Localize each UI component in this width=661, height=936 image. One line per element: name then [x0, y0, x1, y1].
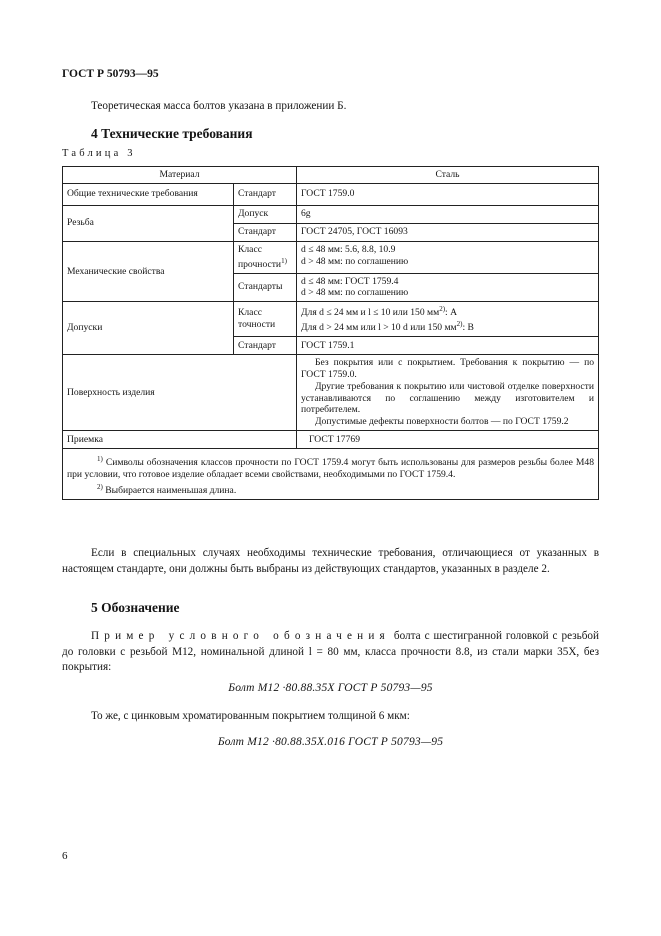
table-label: Таблица 3	[62, 148, 136, 159]
row-mech-sub2: Стандарты	[234, 273, 297, 302]
page-number: 6	[62, 850, 68, 862]
designation-formula-1: Болт М12 ·80.88.35Х ГОСТ Р 50793—95	[228, 682, 433, 694]
special-requirements-paragraph: Если в специальных случаях необходимы технические требования, отличающиеся от указанных в настоящем стандарте, они должны быть выбраны из действующих стандартов, указанных в разделе 2.	[62, 547, 599, 575]
table-row	[63, 205, 599, 223]
table-row	[63, 183, 599, 205]
header-material: Материал	[63, 167, 297, 184]
requirements-table	[62, 166, 599, 500]
row-acceptance-value: ГОСТ 17769	[297, 430, 599, 448]
header-steel: Сталь	[297, 167, 599, 184]
table-row	[63, 430, 599, 448]
row-general-label: Общие технические требования	[63, 183, 234, 205]
table-row	[63, 355, 599, 431]
row-general-sub: Стандарт	[234, 183, 297, 205]
row-thread-val1: 6g	[297, 205, 599, 223]
row-mech-val2: d ≤ 48 мм: ГОСТ 1759.4 d > 48 мм: по соглашению	[297, 273, 599, 302]
designation-formula-2: Болт М12 ·80.88.35Х.016 ГОСТ Р 50793—95	[217, 736, 444, 748]
coating-paragraph: То же, с цинковым хроматированным покрытием толщиной 6 мкм:	[91, 710, 410, 722]
row-thread-sub2: Стандарт	[234, 223, 297, 241]
section-5-title: 5 Обозначение	[91, 600, 180, 615]
row-tol-val2: ГОСТ 1759.1	[297, 337, 599, 355]
row-surface-value: Без покрытия или с покрытием. Требования к покрытию — по ГОСТ 1759.0. Другие требования к покрытию или чистовой отделке поверхности устанавливаются по соглашению между изготовителем и потребителем. Допустимые дефекты поверхности болтов — по ГОСТ 1759.2	[297, 355, 599, 431]
row-tol-sub1: Класс точности	[234, 302, 297, 337]
row-surface-label: Поверхность изделия	[63, 355, 297, 431]
row-general-value: ГОСТ 1759.0	[297, 183, 599, 205]
row-mech-label: Механические свойства	[63, 241, 234, 301]
section-4-title: 4 Технические требования	[91, 126, 253, 141]
row-thread-val2: ГОСТ 24705, ГОСТ 16093	[297, 223, 599, 241]
document-header: ГОСТ Р 50793—95	[62, 68, 159, 80]
footnote-2: Выбирается наименьшая длина.	[105, 485, 237, 497]
footnotes-cell: $^{1)}$ Символы обозначения классов прочности по ГОСТ 1759.4 могут быть использованы для размеров резьбы более М48 при условии, что готовое изделие обладает всеми свойствами, необходимыми по ГОСТ 1759.4. $^{2)}$ Выбирается наименьшая длина.	[63, 448, 599, 499]
row-thread-sub1: Допуск	[234, 205, 297, 223]
table-header-row	[63, 167, 599, 184]
table-footnotes	[63, 448, 599, 499]
intro-paragraph: Теоретическая масса болтов указана в приложении Б.	[91, 100, 347, 112]
row-mech-val1: d ≤ 48 мм: 5.6, 8.8, 10.9 d > 48 мм: по соглашению	[297, 241, 599, 273]
example-paragraph	[62, 629, 599, 676]
example-text: болта с шестигранной головкой с резьбой до головки с резьбой М12, номинальной длиной l = 80 мм, класса прочности 8.8, из стали марки 35Х, без покрытия:	[62, 630, 599, 674]
table-row	[63, 241, 599, 273]
row-tol-val1: Для d ≤ 24 мм и l ≤ 10 или 150 $мм^{2)}$: A Для d > 24 мм или l > 10 d или 150 $мм^{2)}$: B	[297, 302, 599, 337]
row-acceptance-label: Приемка	[63, 430, 297, 448]
row-tol-label: Допуски	[63, 302, 234, 355]
row-tol-sub2: Стандарт	[234, 337, 297, 355]
example-lead: Пример условного обозначения	[91, 630, 390, 642]
footnote-1: Символы обозначения классов прочности по ГОСТ 1759.4 могут быть использованы для размеров резьбы более М48 при условии, что готовое изделие обладает всеми свойствами, необходимыми по ГОСТ 1759.4.	[67, 457, 594, 481]
row-thread-label: Резьба	[63, 205, 234, 241]
row-mech-sub1: Класс прочности$^{1)}$	[234, 241, 297, 273]
table-row	[63, 302, 599, 337]
